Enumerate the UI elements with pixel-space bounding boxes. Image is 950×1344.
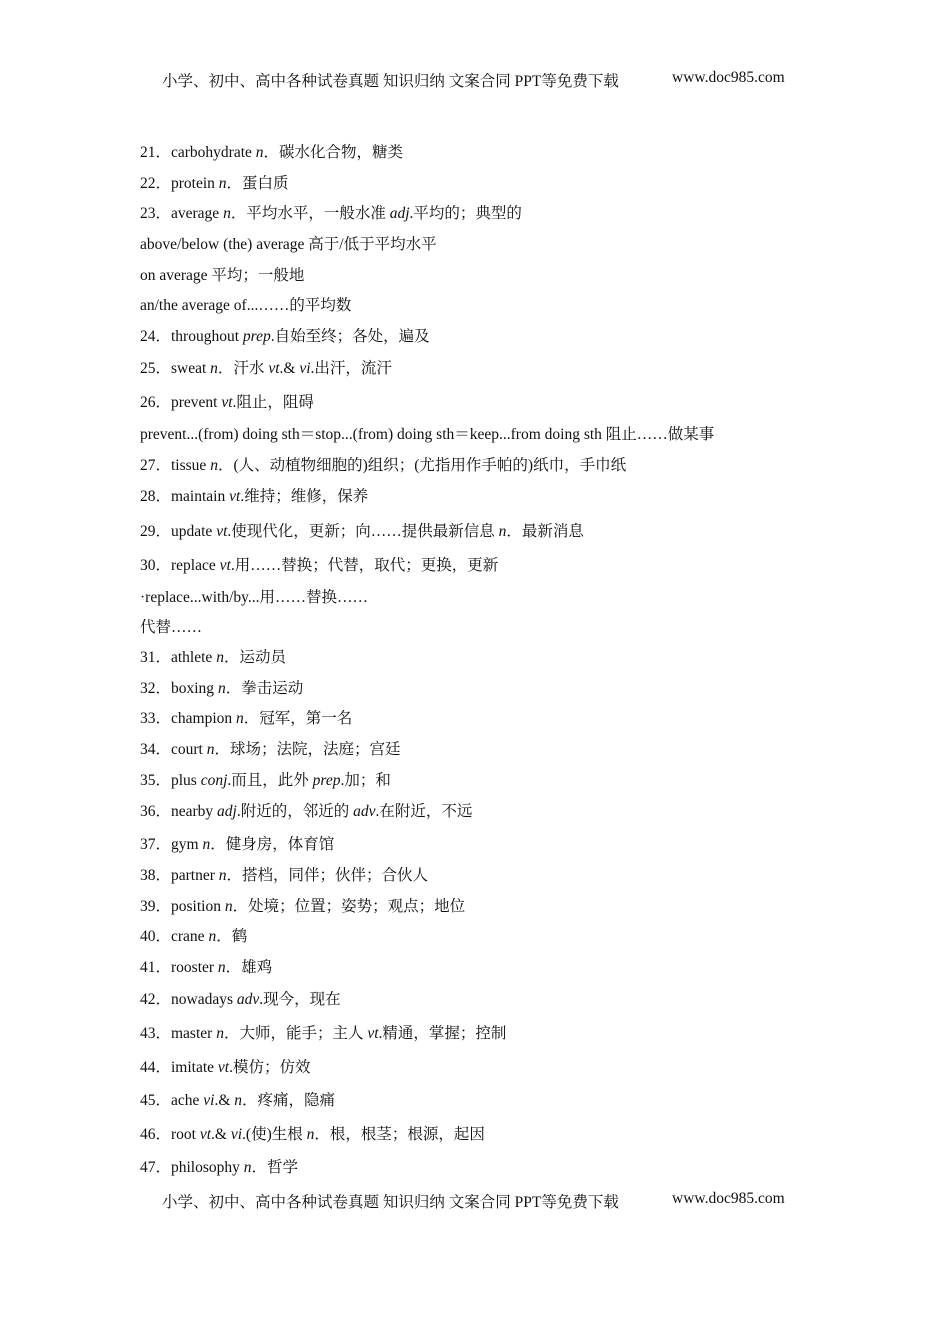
part-of-speech: n: [206, 741, 215, 758]
part-of-speech: n: [255, 144, 264, 161]
line-text: .出汗，流汗: [310, 360, 392, 377]
line-text: ．健身房，体育馆: [210, 836, 335, 853]
vocab-line: [140, 522, 584, 542]
vocab-line: [140, 927, 247, 947]
vocab-line: [140, 1024, 506, 1044]
header-site: www.doc985.com: [672, 69, 785, 86]
line-text: .使现代化，更新；向……提供最新信息: [227, 523, 499, 540]
vocab-line: [140, 296, 351, 316]
part-of-speech: vt: [219, 557, 231, 574]
line-text: ．处境；位置；姿势；观点；地位: [232, 898, 466, 915]
vocab-line: [140, 990, 341, 1010]
line-text: .&: [211, 1126, 231, 1143]
part-of-speech: n: [217, 680, 226, 697]
part-of-speech: vt: [268, 360, 280, 377]
part-of-speech: n: [498, 523, 507, 540]
part-of-speech: vi: [299, 360, 311, 377]
vocab-line: [140, 327, 430, 347]
vocab-line: [140, 648, 286, 668]
line-text: 25．sweat: [140, 360, 211, 377]
line-text: 21．carbohydrate: [140, 144, 256, 161]
vocab-line: [140, 204, 522, 224]
line-text: ．大师，能手；主人: [223, 1025, 368, 1042]
vocab-line: [140, 958, 272, 978]
footer-text: 小学、初中、高中各种试卷真题 知识归纳 文案合同 PPT等免费下载: [162, 1194, 619, 1211]
line-text: 27．tissue: [140, 457, 211, 474]
part-of-speech: vt: [367, 1025, 379, 1042]
line-text: .精通，掌握；控制: [378, 1025, 507, 1042]
line-text: 38．partner: [140, 867, 219, 884]
part-of-speech: vt: [221, 394, 233, 411]
part-of-speech: n: [306, 1126, 315, 1143]
line-text: 40．crane: [140, 928, 209, 945]
line-text: ．碳水化合物，糖类: [263, 144, 404, 161]
part-of-speech: n: [210, 457, 218, 474]
part-of-speech: adj: [389, 205, 410, 222]
line-text: 46．root: [140, 1126, 200, 1143]
line-text: ．根，根茎；根源，起因: [314, 1126, 485, 1143]
vocab-line: [140, 359, 392, 379]
line-text: 43．master: [140, 1025, 217, 1042]
line-text: 47．philosophy: [140, 1159, 244, 1176]
vocab-line: [140, 679, 303, 699]
line-text: ．球场；法院，法庭；宫廷: [214, 741, 401, 758]
line-text: .在附近，不远: [375, 803, 473, 820]
line-text: an/the average of...……的平均数: [140, 297, 352, 314]
line-text: .自始至终；各处，遍及: [270, 328, 430, 345]
line-text: .(使)生根: [242, 1126, 307, 1143]
part-of-speech: prep: [242, 328, 271, 345]
line-text: ·replace...with/by...用……替换……: [140, 589, 369, 606]
part-of-speech: vi: [230, 1126, 243, 1143]
vocab-line: [140, 1058, 311, 1078]
part-of-speech: n: [236, 710, 244, 727]
vocab-line: [140, 174, 289, 194]
line-text: 36．nearby: [140, 803, 218, 820]
line-text: above/below (the) average 高于/低于平均水平: [140, 236, 437, 253]
line-text: ．疼痛，隐痛: [242, 1092, 336, 1109]
line-text: .&: [214, 1092, 235, 1109]
line-text: .&: [279, 360, 300, 377]
part-of-speech: n: [218, 175, 227, 192]
vocab-line: [140, 1091, 335, 1111]
vocab-line: [140, 897, 465, 917]
line-text: .维持；维修，保养: [240, 488, 369, 505]
part-of-speech: n: [216, 649, 224, 666]
line-text: 42．nowadays: [140, 991, 237, 1008]
line-text: prevent...(from) doing sth＝stop...(from) doing sth＝keep...from doing sth 阻止……做某事: [140, 426, 715, 443]
vocab-line: [140, 1125, 485, 1145]
part-of-speech: vi: [203, 1092, 215, 1109]
line-text: ．(人、动植物细胞的)组织；(尤指用作手帕的)纸巾，手巾纸: [217, 457, 627, 474]
part-of-speech: adv: [236, 991, 260, 1008]
line-text: 45．ache: [140, 1092, 204, 1109]
header-text: 小学、初中、高中各种试卷真题 知识归纳 文案合同 PPT等免费下载: [162, 73, 619, 90]
part-of-speech: n: [210, 360, 218, 377]
part-of-speech: vt: [216, 523, 228, 540]
line-text: ．雄鸡: [225, 959, 273, 976]
part-of-speech: n: [216, 1025, 224, 1042]
footer-site: www.doc985.com: [672, 1190, 785, 1207]
part-of-speech: n: [217, 959, 226, 976]
line-text: .现今，现在: [259, 991, 341, 1008]
part-of-speech: n: [223, 205, 231, 222]
line-text: .加；和: [340, 772, 391, 789]
line-text: .而且，此外: [227, 772, 313, 789]
line-text: .平均的；典型的: [409, 205, 522, 222]
line-text: 代替……: [140, 619, 203, 636]
vocab-line: [140, 143, 403, 163]
line-text: on average 平均；一般地: [140, 267, 305, 284]
line-text: 34．court: [140, 741, 207, 758]
line-text: ．冠军，第一名: [243, 710, 353, 727]
line-text: ．拳击运动: [225, 680, 304, 697]
vocab-line: [140, 556, 498, 576]
part-of-speech: vt: [199, 1126, 212, 1143]
line-text: ．平均水平，一般水准: [230, 205, 390, 222]
part-of-speech: conj: [200, 772, 228, 789]
part-of-speech: vt: [229, 488, 241, 505]
vocab-line: [140, 740, 401, 760]
line-text: ．鹤: [216, 928, 248, 945]
line-text: 44．imitate: [140, 1059, 218, 1076]
line-text: 39．position: [140, 898, 225, 915]
part-of-speech: n: [218, 867, 227, 884]
part-of-speech: adv: [353, 803, 376, 820]
vocab-line: [140, 802, 472, 822]
line-text: 30．replace: [140, 557, 220, 574]
part-of-speech: prep: [312, 772, 341, 789]
line-text: 37．gym: [140, 836, 203, 853]
line-text: 22．protein: [140, 175, 219, 192]
vocab-line: [140, 771, 391, 791]
part-of-speech: n: [243, 1159, 252, 1176]
line-text: 35．plus: [140, 772, 201, 789]
vocab-line: [140, 866, 428, 886]
vocab-line: [140, 1158, 298, 1178]
vocab-line: [140, 588, 368, 608]
line-text: 28．maintain: [140, 488, 230, 505]
line-text: ．最新消息: [506, 523, 584, 540]
line-text: ．搭档，同伴；伙伴；合伙人: [226, 867, 429, 884]
line-text: 41．rooster: [140, 959, 218, 976]
line-text: 31．athlete: [140, 649, 217, 666]
line-text: .用……替换；代替，取代；更换，更新: [230, 557, 499, 574]
vocab-line: [140, 487, 368, 507]
line-text: ．汗水: [217, 360, 269, 377]
part-of-speech: n: [234, 1092, 243, 1109]
vocab-line: [140, 618, 202, 638]
vocab-line: [140, 709, 352, 729]
part-of-speech: n: [208, 928, 217, 945]
part-of-speech: adj: [217, 803, 237, 820]
vocab-line: [140, 835, 334, 855]
vocab-line: [140, 266, 304, 286]
line-text: 24．throughout: [140, 328, 243, 345]
vocab-line: [140, 456, 626, 476]
part-of-speech: n: [202, 836, 211, 853]
part-of-speech: n: [224, 898, 233, 915]
line-text: ．哲学: [251, 1159, 299, 1176]
line-text: .阻止，阻碍: [232, 394, 314, 411]
vocab-line: [140, 393, 314, 413]
line-text: ．蛋白质: [226, 175, 289, 192]
vocab-line: [140, 235, 437, 255]
line-text: .模仿；仿效: [229, 1059, 311, 1076]
line-text: .附近的，邻近的: [236, 803, 354, 820]
line-text: 23．average: [140, 205, 224, 222]
line-text: 32．boxing: [140, 680, 218, 697]
line-text: 33．champion: [140, 710, 236, 727]
vocab-line: [140, 425, 714, 445]
part-of-speech: vt: [217, 1059, 230, 1076]
line-text: 29．update: [140, 523, 217, 540]
line-text: ．运动员: [223, 649, 286, 666]
line-text: 26．prevent: [140, 394, 222, 411]
